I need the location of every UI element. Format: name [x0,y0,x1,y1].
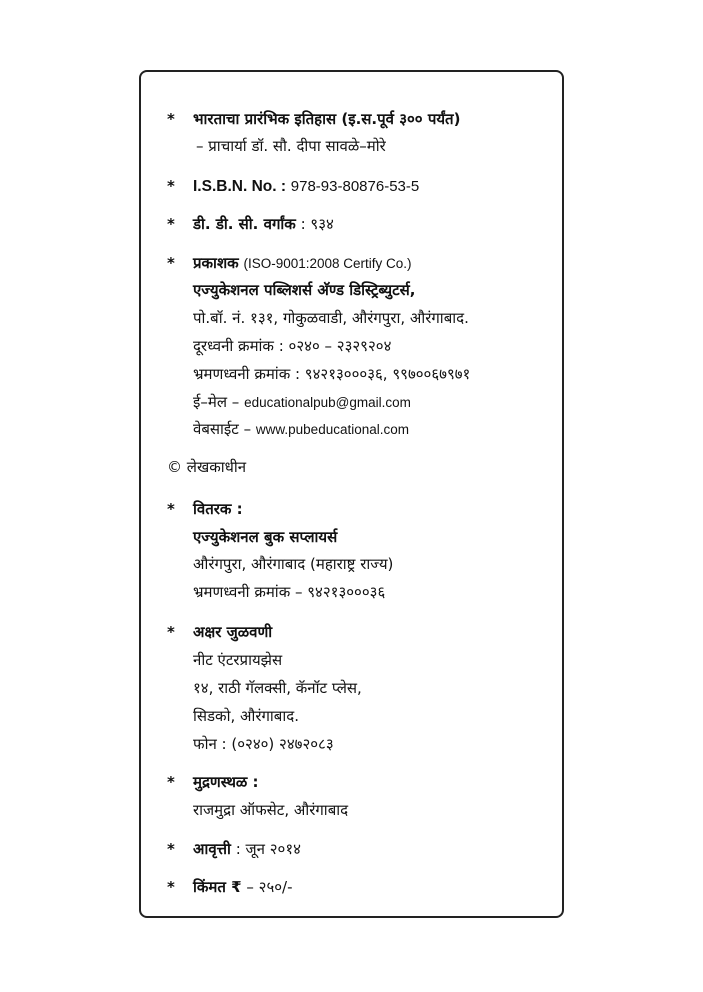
publisher-mobile: भ्रमणध्वनी क्रमांक : ९४२१३०००३६, ९९७००६७९७१ [193,365,471,383]
bullet-asterisk-icon: * [167,840,175,858]
bullet-asterisk-icon: * [167,254,175,272]
distributor-name: एज्युकेशनल बुक सप्लायर्स [193,528,338,546]
book-title: भारताचा प्रारंभिक इतिहास (इ.स.पूर्व ३०० पर्यंत) [193,110,461,128]
price-value: – २५०/- [246,878,293,896]
bullet-asterisk-icon: * [167,773,175,791]
edition-value: : जून २०१४ [235,840,301,858]
publisher-phone: दूरध्वनी क्रमांक : ०२४० – २३२९२०४ [193,337,392,355]
price-label: किंमत ₹ [193,878,242,896]
distributor-address: औरंगपुरा, औरंगाबाद (महाराष्ट्र राज्य) [193,555,394,573]
bullet-asterisk-icon: * [167,215,175,233]
publisher-label: प्रकाशक [193,254,239,272]
email-label: ई–मेल – [193,393,240,411]
publisher-name: एज्युकेशनल पब्लिशर्स अ‍ॅण्ड डिस्ट्रिब्युटर्स, [193,281,416,299]
email-value: educationalpub@gmail.com [244,395,411,410]
typesetting-label: अक्षर जुळवणी [193,623,273,641]
typesetting-name: नीट एंटरप्रायझेस [193,651,283,669]
ddc-label: डी. डी. सी. वर्गांक [193,215,296,233]
isbn-label: I.S.B.N. No. : [193,178,286,195]
isbn-value: 978-93-80876-53-5 [290,178,420,195]
website-value: www.pubeducational.com [255,422,409,437]
typesetting-address-line1: १४, राठी गॅलक्सी, कॅनॉट प्लेस, [193,679,362,697]
typesetting-phone: फोन : (०२४०) २४७२०८३ [193,735,334,753]
bullet-asterisk-icon: * [167,177,175,195]
distributor-label: वितरक : [193,500,243,518]
edition-label: आवृत्ती [193,840,231,858]
publisher-certification: (ISO-9001:2008 Certify Co.) [243,256,412,271]
typesetting-address-line2: सिडको, औरंगाबाद. [193,707,299,725]
website-label: वेबसाईट – [193,420,252,438]
imprint-box [139,70,564,918]
distributor-mobile: भ्रमणध्वनी क्रमांक – ९४२१३०००३६ [193,583,386,601]
copyright-notice: © लेखकाधीन [167,458,247,476]
bullet-asterisk-icon: * [167,110,175,128]
ddc-value: : ९३४ [300,215,334,233]
publisher-address: पो.बॉ. नं. १३१, गोकुळवाडी, औरंगपुरा, औरंगाबाद. [193,309,469,327]
printing-label: मुद्रणस्थळ : [193,773,259,791]
author: – प्राचार्या डॉ. सौ. दीपा सावळे–मोरे [196,137,386,155]
bullet-asterisk-icon: * [167,878,175,896]
bullet-asterisk-icon: * [167,500,175,518]
printing-value: राजमुद्रा ऑफसेट, औरंगाबाद [193,801,349,819]
bullet-asterisk-icon: * [167,623,175,641]
